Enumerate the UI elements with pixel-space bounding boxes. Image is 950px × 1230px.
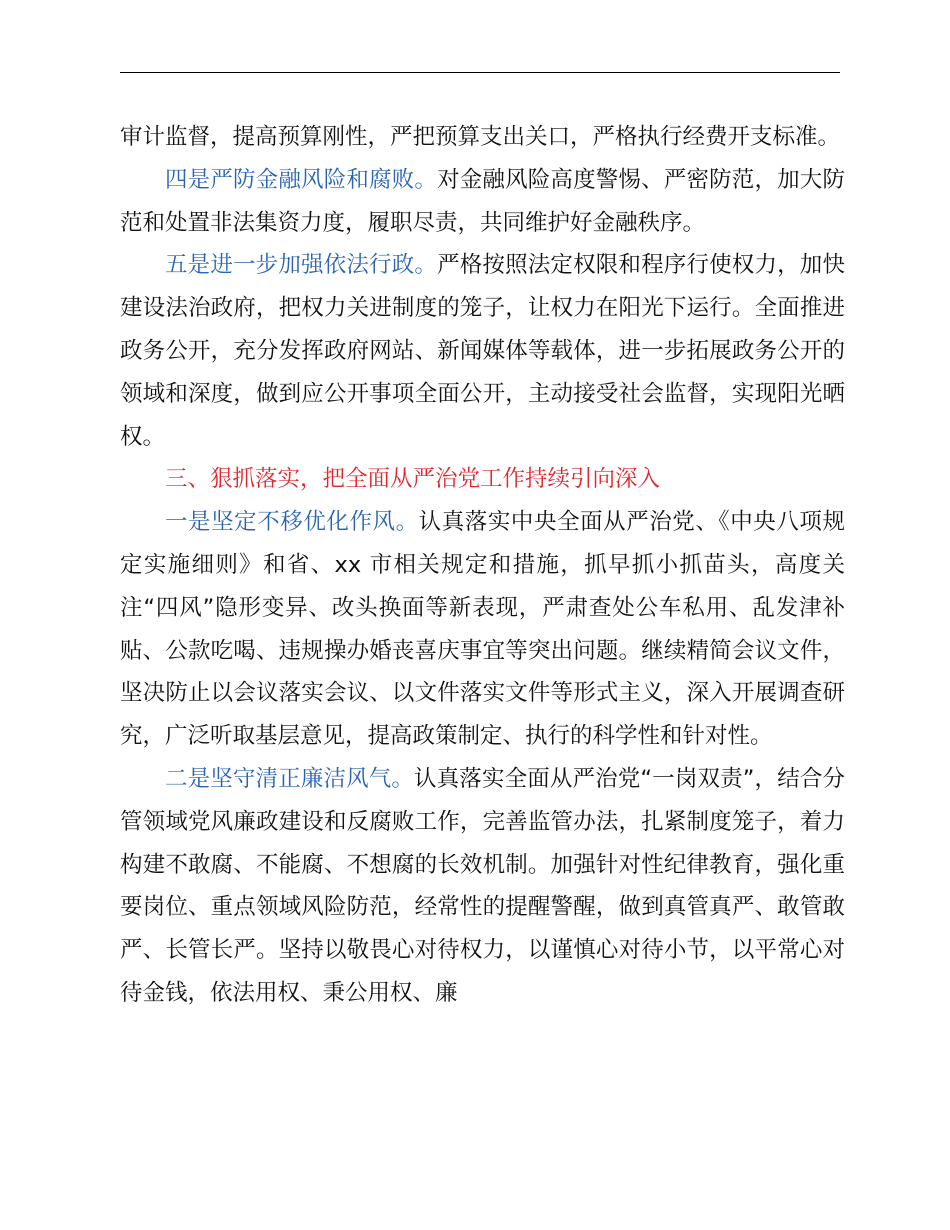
- subheading-financial-risk: 四是严防金融风险和腐败。: [165, 166, 438, 193]
- paragraph-text: 认真落实全面从严治党“一岗双责”，结合分管领域党风廉政建设和反腐败工作，完善监管办法，扎紧制度笼子，着力构建不敢腐、不能腐、不想腐的长效机制。加强针对性纪律教育，强化重要岗位、重点领域风险防范，经常性的提醒警醒，做到真管真严、敢管敢严、长管长严。坚持以敬畏心对待权力，以谨慎心对待小节，以平常心对待金钱，依法用权、秉公用权、廉: [120, 765, 845, 1006]
- subheading-rule-of-law: 五是进一步加强依法行政。: [165, 252, 438, 279]
- paragraph-text: 对金融风险高度警惕、严密防范，加大防范和处置非法集资力度，履职尽责，共同维护好金融秩序。: [120, 166, 845, 236]
- subheading-work-style: 一是坚定不移优化作风。: [165, 509, 419, 536]
- paragraph-integrity: [120, 758, 845, 1015]
- paragraph-financial-risk: [120, 159, 845, 245]
- paragraph-text: 严格按照法定权限和程序行使权力，加快建设法治政府，把权力关进制度的笼子，让权力在阳光下运行。全面推进政务公开，充分发挥政府网站、新闻媒体等载体，进一步拓展政务公开的领域和深度，做到应公开事项全面公开，主动接受社会监督，实现阳光晒权。: [120, 252, 845, 450]
- subheading-integrity: 二是坚守清正廉洁风气。: [165, 765, 415, 792]
- paragraph-text: 审计监督，提高预算刚性，严把预算支出关口，严格执行经费开支标准。: [120, 124, 841, 150]
- document-body: [120, 116, 845, 1015]
- header-rule: [120, 72, 840, 73]
- paragraph-rule-of-law: [120, 244, 845, 458]
- paragraph-text: 认真落实中央全面从严治党、《中央八项规定实施细则》和省、xx 市相关规定和措施，抓早抓小抓苗头，高度关注“四风”隐形变异、改头换面等新表现，严肃查处公车私用、乱发津补贴、公款吃喝、违规操办婚丧喜庆事宜等突出问题。继续精简会议文件，坚决防止以会议落实会议、以文件落实文件等形式主义，深入开展调查研究，广泛听取基层意见，提高政策制定、执行的科学性和针对性。: [120, 509, 845, 750]
- paragraph-continuation: [120, 116, 845, 159]
- section-heading: [120, 458, 845, 501]
- paragraph-work-style: [120, 501, 845, 758]
- section-heading-text: 三、狠抓落实，把全面从严治党工作持续引向深入: [165, 466, 661, 493]
